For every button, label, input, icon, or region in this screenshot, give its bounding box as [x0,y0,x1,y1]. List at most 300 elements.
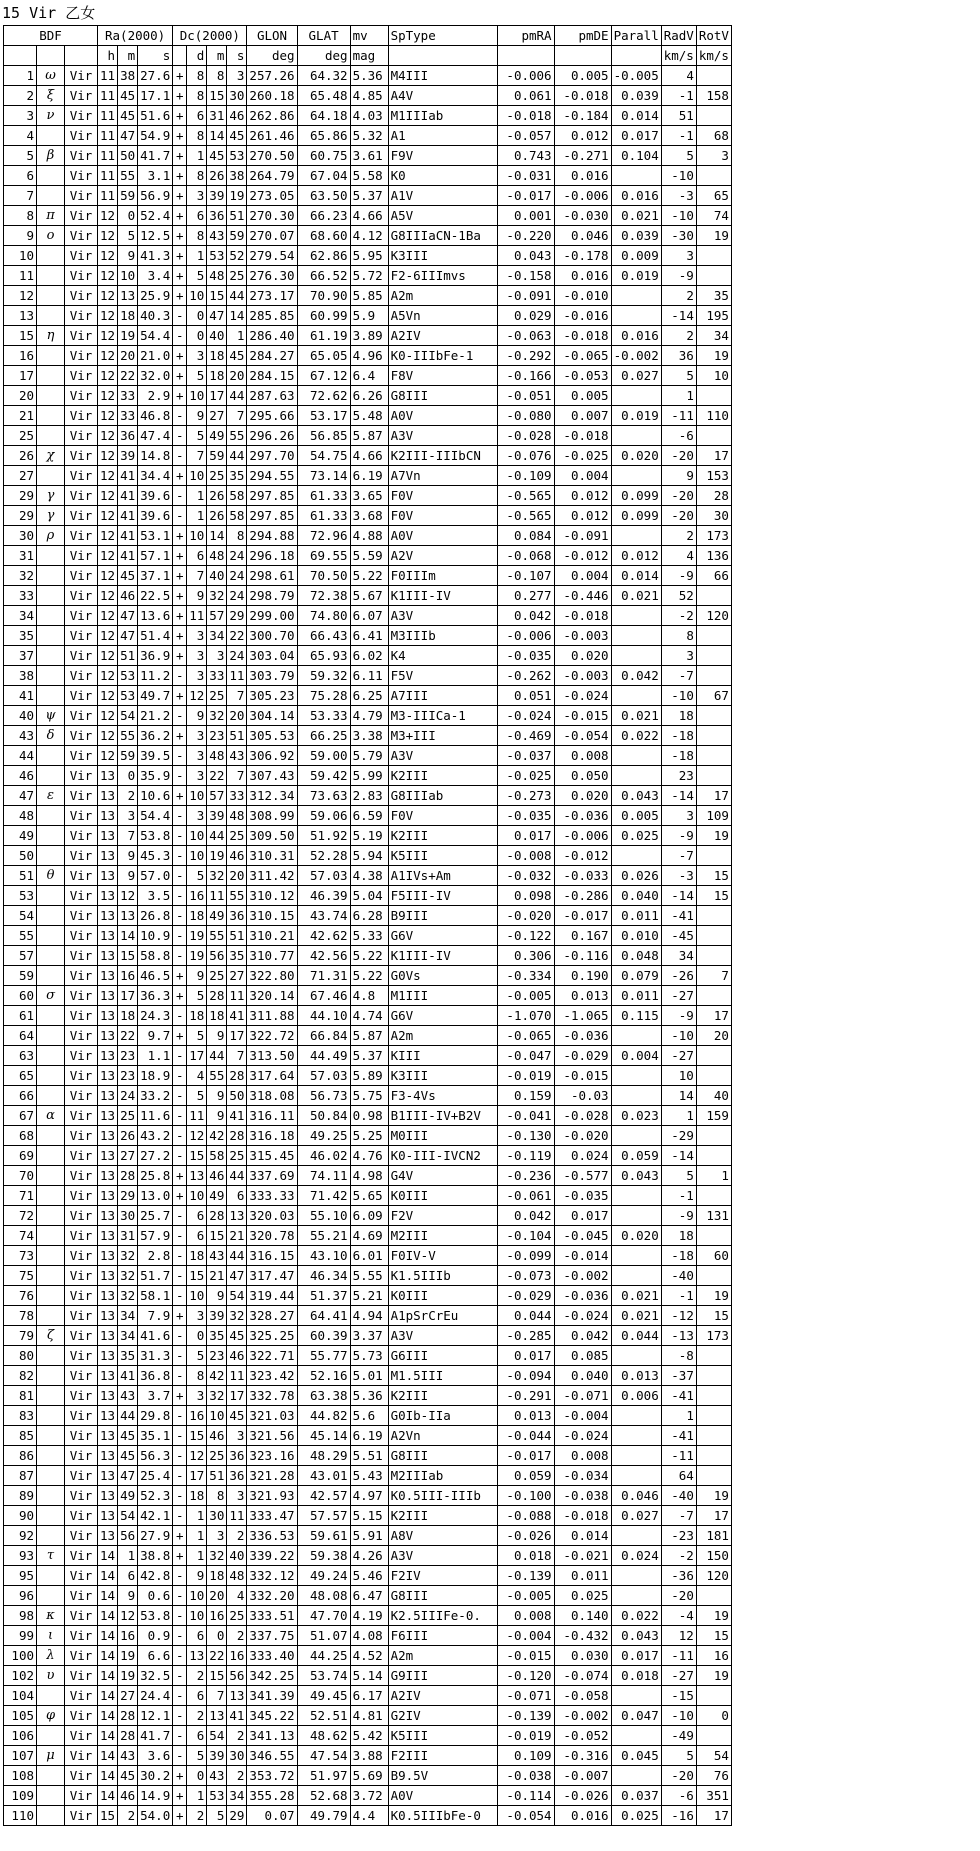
glat-cell: 57.03 [297,866,350,886]
unit-cell: s [138,46,173,66]
parall-cell: 0.017 [611,126,661,146]
glat-cell: 72.62 [297,386,350,406]
dec-sign-cell: + [173,266,187,286]
pmra-cell: -0.026 [497,1526,554,1546]
ra-m-cell: 10 [118,266,138,286]
dec-m-cell: 53 [207,1786,227,1806]
dec-sign-cell: - [173,746,187,766]
dec-m-cell: 3 [207,1526,227,1546]
glat-cell: 66.23 [297,206,350,226]
constellation-cell: Vir [65,1146,98,1166]
dec-s-cell: 45 [227,1326,247,1346]
constellation-cell: Vir [65,386,98,406]
ra-s-cell: 27.2 [138,1146,173,1166]
greek-letter-cell [37,1766,65,1786]
ra-h-cell: 13 [98,1426,118,1446]
greek-letter-cell [37,926,65,946]
mv-cell: 6.47 [350,1586,388,1606]
ra-m-cell: 13 [118,906,138,926]
ra-s-cell: 36.3 [138,986,173,1006]
table-row [4,906,732,926]
parall-cell: 0.009 [611,246,661,266]
mv-cell: 5.95 [350,246,388,266]
rotv-cell: 159 [696,1106,731,1126]
dec-s-cell: 13 [227,1686,247,1706]
ra-h-cell: 11 [98,186,118,206]
sptype-cell: F5III-IV [388,886,497,906]
glon-cell: 322.80 [247,966,297,986]
ra-m-cell: 36 [118,426,138,446]
ra-m-cell: 22 [118,366,138,386]
ra-h-cell: 12 [98,706,118,726]
dec-s-cell: 2 [227,1526,247,1546]
pmra-cell: 0.017 [497,826,554,846]
ra-s-cell: 31.3 [138,1346,173,1366]
parall-cell: 0.046 [611,1486,661,1506]
constellation-cell: Vir [65,1106,98,1126]
pmde-cell: -0.018 [554,326,611,346]
glat-cell: 56.73 [297,1086,350,1106]
pmde-cell: -0.432 [554,1626,611,1646]
glon-cell: 0.07 [247,1806,297,1826]
rotv-cell [696,1466,731,1486]
pmde-cell: 0.012 [554,506,611,526]
table-row [4,1306,732,1326]
mv-cell: 6.59 [350,806,388,826]
ra-s-cell: 24.4 [138,1686,173,1706]
radv-cell: 2 [661,326,696,346]
dec-m-cell: 9 [207,1286,227,1306]
sptype-cell: F2III [388,1746,497,1766]
mv-cell: 4.4 [350,1806,388,1826]
dec-d-cell: 6 [187,546,207,566]
pmde-cell: -0.006 [554,186,611,206]
pmra-cell: -0.285 [497,1326,554,1346]
ra-s-cell: 14.8 [138,446,173,466]
greek-letter-cell [37,1266,65,1286]
dec-d-cell: 10 [187,466,207,486]
dec-m-cell: 55 [207,926,227,946]
greek-letter-cell: φ [37,1706,65,1726]
greek-letter-cell [37,1586,65,1606]
radv-cell: 1 [661,1406,696,1426]
dec-m-cell: 23 [207,1346,227,1366]
sptype-cell: F6III [388,1626,497,1646]
ra-s-cell: 2.8 [138,1246,173,1266]
glon-cell: 273.05 [247,186,297,206]
glat-cell: 66.25 [297,726,350,746]
glat-cell: 49.24 [297,1566,350,1586]
dec-s-cell: 21 [227,1226,247,1246]
radv-cell: -12 [661,1306,696,1326]
dec-s-cell: 2 [227,1626,247,1646]
rotv-cell [696,266,731,286]
ra-m-cell: 41 [118,526,138,546]
parall-cell: 0.099 [611,506,661,526]
mv-cell: 4.12 [350,226,388,246]
ra-h-cell: 12 [98,386,118,406]
pmde-cell: -1.065 [554,1006,611,1026]
sptype-cell: A5Vn [388,306,497,326]
mv-cell: 5.89 [350,1066,388,1086]
table-row [4,1666,732,1686]
table-row [4,446,732,466]
ra-m-cell: 45 [118,566,138,586]
pmra-cell: 0.061 [497,86,554,106]
rotv-cell: 17 [696,446,731,466]
parall-cell: 0.025 [611,826,661,846]
bdf-number-cell: 67 [4,1106,37,1126]
ra-m-cell: 7 [118,826,138,846]
glon-cell: 346.55 [247,1746,297,1766]
greek-letter-cell [37,946,65,966]
parall-cell: -0.005 [611,66,661,86]
parall-cell [611,1726,661,1746]
pmra-cell: 0.008 [497,1606,554,1626]
glat-cell: 52.28 [297,846,350,866]
dec-sign-cell: - [173,1666,187,1686]
parall-cell: 0.021 [611,1286,661,1306]
dec-d-cell: 5 [187,986,207,1006]
radv-cell: -1 [661,1186,696,1206]
radv-cell: 5 [661,1166,696,1186]
dec-sign-cell: - [173,1206,187,1226]
dec-sign-cell: + [173,186,187,206]
dec-d-cell: 3 [187,1306,207,1326]
ra-m-cell: 39 [118,446,138,466]
dec-d-cell: 2 [187,1666,207,1686]
pmra-cell: -0.024 [497,706,554,726]
dec-d-cell: 10 [187,826,207,846]
dec-s-cell: 11 [227,1366,247,1386]
glat-cell: 55.21 [297,1226,350,1246]
greek-letter-cell [37,186,65,206]
pmde-cell: 0.013 [554,986,611,1006]
bdf-number-cell: 106 [4,1726,37,1746]
greek-letter-cell [37,1066,65,1086]
ra-h-cell: 14 [98,1786,118,1806]
table-row [4,1466,732,1486]
pmra-cell: 0.017 [497,1346,554,1366]
ra-m-cell: 9 [118,846,138,866]
table-row [4,1246,732,1266]
glat-cell: 74.11 [297,1166,350,1186]
pmde-cell: -0.316 [554,1746,611,1766]
table-row [4,106,732,126]
ra-m-cell: 45 [118,106,138,126]
radv-cell: -14 [661,786,696,806]
bdf-number-cell: 87 [4,1466,37,1486]
greek-letter-cell [37,586,65,606]
ra-m-cell: 38 [118,66,138,86]
dec-sign-cell: - [173,446,187,466]
mv-cell: 5.36 [350,66,388,86]
greek-letter-cell [37,386,65,406]
parall-cell: 0.017 [611,1646,661,1666]
greek-letter-cell [37,906,65,926]
greek-letter-cell [37,1206,65,1226]
ra-s-cell: 27.9 [138,1526,173,1546]
rotv-cell [696,1126,731,1146]
rotv-cell: 54 [696,1746,731,1766]
constellation-cell: Vir [65,106,98,126]
constellation-cell: Vir [65,1606,98,1626]
table-row [4,806,732,826]
pmde-cell: -0.036 [554,806,611,826]
table-row [4,1646,732,1666]
dec-d-cell: 19 [187,926,207,946]
radv-cell: -10 [661,686,696,706]
pmra-cell: -0.005 [497,986,554,1006]
glon-cell: 305.23 [247,686,297,706]
mv-cell: 4.38 [350,866,388,886]
ra-m-cell: 41 [118,546,138,566]
constellation-cell: Vir [65,1466,98,1486]
ra-s-cell: 13.0 [138,1186,173,1206]
mv-cell: 0.98 [350,1106,388,1126]
dec-sign-cell: - [173,1046,187,1066]
mv-cell: 5.37 [350,1046,388,1066]
dec-sign-cell: - [173,1686,187,1706]
dec-s-cell: 44 [227,1246,247,1266]
dec-s-cell: 29 [227,1806,247,1826]
pmra-cell: -0.166 [497,366,554,386]
greek-letter-cell [37,1366,65,1386]
greek-letter-cell [37,1446,65,1466]
parall-cell: 0.019 [611,266,661,286]
dec-d-cell: 3 [187,1386,207,1406]
sptype-cell: A1pSrCrEu [388,1306,497,1326]
dec-sign-cell: + [173,546,187,566]
glat-cell: 62.86 [297,246,350,266]
table-row [4,1506,732,1526]
dec-s-cell: 44 [227,386,247,406]
rotv-cell [696,1426,731,1446]
greek-letter-cell [37,406,65,426]
ra-m-cell: 31 [118,1226,138,1246]
ra-m-cell: 25 [118,1106,138,1126]
sptype-cell: A2m [388,286,497,306]
ra-h-cell: 12 [98,206,118,226]
constellation-cell: Vir [65,306,98,326]
dec-m-cell: 30 [207,1506,227,1526]
mv-cell: 5.22 [350,566,388,586]
glon-cell: 312.34 [247,786,297,806]
ra-s-cell: 33.2 [138,1086,173,1106]
rotv-cell [696,646,731,666]
dec-sign-cell: - [173,486,187,506]
glat-cell: 73.14 [297,466,350,486]
radv-cell: -41 [661,906,696,926]
pmra-cell: -0.017 [497,1446,554,1466]
radv-cell: -1 [661,86,696,106]
parall-cell: 0.043 [611,1626,661,1646]
constellation-cell: Vir [65,726,98,746]
greek-letter-cell [37,846,65,866]
pmde-cell: 0.167 [554,926,611,946]
mv-cell: 5.48 [350,406,388,426]
dec-sign-cell: + [173,86,187,106]
mv-cell: 5.55 [350,1266,388,1286]
dec-m-cell: 32 [207,1386,227,1406]
dec-m-cell: 49 [207,906,227,926]
dec-sign-cell: + [173,1186,187,1206]
glon-cell: 276.30 [247,266,297,286]
ra-h-cell: 13 [98,826,118,846]
ra-m-cell: 46 [118,586,138,606]
mv-cell: 4.85 [350,86,388,106]
constellation-cell: Vir [65,546,98,566]
pmra-cell: -0.080 [497,406,554,426]
glon-cell: 308.99 [247,806,297,826]
sptype-cell: B1III-IV+B2V [388,1106,497,1126]
dec-d-cell: 13 [187,1646,207,1666]
radv-cell: 18 [661,1226,696,1246]
glat-cell: 57.03 [297,1066,350,1086]
greek-letter-cell: ι [37,1626,65,1646]
pmde-cell: -0.036 [554,1286,611,1306]
glon-cell: 333.40 [247,1646,297,1666]
constellation-cell: Vir [65,1546,98,1566]
glon-cell: 294.88 [247,526,297,546]
bdf-number-cell: 46 [4,766,37,786]
glon-cell: 279.54 [247,246,297,266]
bdf-number-cell: 50 [4,846,37,866]
dec-m-cell: 42 [207,1126,227,1146]
sptype-cell: G8III [388,386,497,406]
ra-h-cell: 13 [98,906,118,926]
rotv-cell: 1 [696,1166,731,1186]
radv-cell: 34 [661,946,696,966]
constellation-cell: Vir [65,926,98,946]
dec-sign-cell: - [173,1366,187,1386]
bdf-number-cell: 80 [4,1346,37,1366]
parall-cell: 0.025 [611,1806,661,1826]
greek-letter-cell [37,1686,65,1706]
parall-cell: 0.040 [611,886,661,906]
glon-cell: 297.70 [247,446,297,466]
glon-cell: 284.15 [247,366,297,386]
ra-h-cell: 11 [98,106,118,126]
dec-sign-cell: + [173,986,187,1006]
mv-cell: 5.14 [350,1666,388,1686]
dec-s-cell: 17 [227,1386,247,1406]
constellation-cell: Vir [65,1406,98,1426]
glat-cell: 61.33 [297,506,350,526]
ra-s-cell: 41.7 [138,1726,173,1746]
constellation-cell: Vir [65,1306,98,1326]
pmde-cell: -0.116 [554,946,611,966]
glon-cell: 321.93 [247,1486,297,1506]
greek-letter-cell: π [37,206,65,226]
dec-sign-cell: + [173,286,187,306]
table-row [4,126,732,146]
greek-letter-cell [37,1226,65,1246]
glon-cell: 287.63 [247,386,297,406]
pmra-cell: 0.029 [497,306,554,326]
bdf-number-cell: 109 [4,1786,37,1806]
ra-m-cell: 59 [118,746,138,766]
dec-m-cell: 26 [207,166,227,186]
radv-cell: -4 [661,1606,696,1626]
rotv-cell: 20 [696,1026,731,1046]
unit-cell [173,46,187,66]
ra-m-cell: 22 [118,1026,138,1046]
bdf-number-cell: 12 [4,286,37,306]
mv-cell: 5.04 [350,886,388,906]
table-header [4,26,732,66]
pmra-cell: -0.029 [497,1286,554,1306]
dec-d-cell: 10 [187,386,207,406]
ra-m-cell: 47 [118,1466,138,1486]
greek-letter-cell: γ [37,506,65,526]
mv-cell: 5.37 [350,186,388,206]
dec-m-cell: 11 [207,886,227,906]
ra-h-cell: 12 [98,446,118,466]
ra-h-cell: 11 [98,66,118,86]
pmra-cell: 0.098 [497,886,554,906]
ra-h-cell: 15 [98,1806,118,1826]
glat-cell: 49.25 [297,1126,350,1146]
pmra-cell: 0.277 [497,586,554,606]
dec-m-cell: 42 [207,1366,227,1386]
pmra-cell: -0.004 [497,1626,554,1646]
dec-sign-cell: - [173,306,187,326]
dec-s-cell: 46 [227,1346,247,1366]
bdf-number-cell: 11 [4,266,37,286]
dec-s-cell: 44 [227,1166,247,1186]
dec-m-cell: 0 [207,1626,227,1646]
rotv-cell: 153 [696,466,731,486]
glat-cell: 65.86 [297,126,350,146]
glon-cell: 323.42 [247,1366,297,1386]
glon-cell: 339.22 [247,1546,297,1566]
bdf-number-cell: 75 [4,1266,37,1286]
radv-cell: -3 [661,186,696,206]
constellation-cell: Vir [65,1746,98,1766]
greek-letter-cell [37,466,65,486]
constellation-cell: Vir [65,1626,98,1646]
dec-sign-cell: + [173,1386,187,1406]
sptype-cell: A3V [388,1326,497,1346]
glon-cell: 285.85 [247,306,297,326]
table-row [4,566,732,586]
constellation-cell: Vir [65,1206,98,1226]
glat-cell: 52.68 [297,1786,350,1806]
ra-m-cell: 54 [118,1506,138,1526]
table-body [4,66,732,1826]
sptype-cell: A5V [388,206,497,226]
glat-cell: 43.01 [297,1466,350,1486]
ra-m-cell: 51 [118,646,138,666]
greek-letter-cell [37,1186,65,1206]
ra-s-cell: 21.0 [138,346,173,366]
table-row [4,426,732,446]
header-rotv: RotV [696,26,731,46]
ra-s-cell: 51.6 [138,106,173,126]
dec-m-cell: 39 [207,1746,227,1766]
dec-m-cell: 56 [207,946,227,966]
pmra-cell: -0.008 [497,846,554,866]
mv-cell: 6.25 [350,686,388,706]
ra-s-cell: 12.1 [138,1706,173,1726]
greek-letter-cell [37,1786,65,1806]
ra-s-cell: 21.2 [138,706,173,726]
greek-letter-cell: η [37,326,65,346]
ra-h-cell: 13 [98,986,118,1006]
radv-cell: 5 [661,146,696,166]
greek-letter-cell [37,746,65,766]
